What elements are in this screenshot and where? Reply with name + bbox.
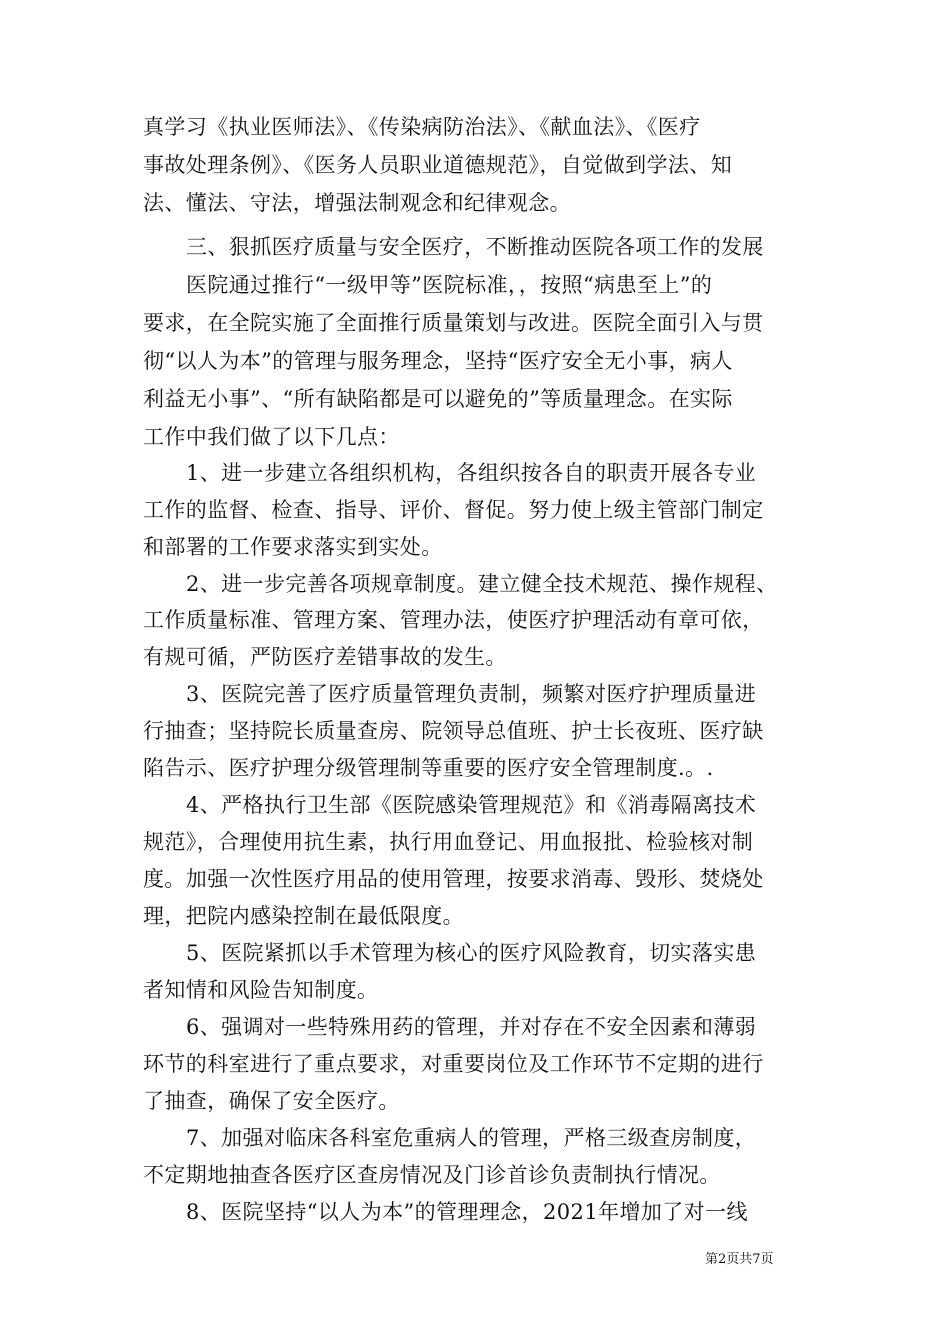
text-line: 彻“以人为本”的管理与服务理念，坚持“医疗安全无小事，病人 xyxy=(143,349,733,373)
text-line: 工作的监督、检查、指导、评价、督促。努力使上级主管部门制定 xyxy=(143,498,764,522)
text-line: 法、懂法、守法，增强法制观念和纪律观念。 xyxy=(143,191,571,215)
text-line: 不定期地抽查各医疗区查房情况及门诊首诊负责制执行情况。 xyxy=(143,1163,721,1187)
text-line: 陷告示、医疗护理分级管理制等重要的医疗安全管理制度.。. xyxy=(143,756,714,780)
list-item: 1、进一步建立各组织机构，各组织按各自的职责开展各专业 xyxy=(186,461,757,485)
text-line: 规范》，合理使用抗生素，执行用血登记、用血报批、检验核对制 xyxy=(143,830,754,854)
list-item: 2、进一步完善各项规章制度。建立健全技术规范、操作规程、 xyxy=(186,572,778,596)
list-item: 8、医院坚持“以人为本”的管理理念，2021年增加了对一线 xyxy=(186,1200,748,1224)
text-line: 度。加强一次性医疗用品的使用管理，按要求消毒、毁形、焚烧处 xyxy=(143,867,764,891)
text-line: 工作质量标准、管理方案、管理办法，使医疗护理活动有章可依， xyxy=(143,608,764,632)
section-heading: 三、狠抓医疗质量与安全医疗，不断推动医院各项工作的发展 xyxy=(186,235,764,259)
list-item: 5、医院紧抓以手术管理为核心的医疗风险教育，切实落实患 xyxy=(186,941,757,965)
text-line: 有规可循，严防医疗差错事故的发生。 xyxy=(143,645,507,669)
list-item: 3、医院完善了医疗质量管理负责制，频繁对医疗护理质量进 xyxy=(186,682,757,706)
list-item: 4、严格执行卫生部《医院感染管理规范》和《消毒隔离技术 xyxy=(186,793,757,817)
text-line: 者知情和风险告知制度。 xyxy=(143,978,379,1002)
text-line: 理，把院内感染控制在最低限度。 xyxy=(143,904,464,928)
page-number: 第2页共7页 xyxy=(705,1252,774,1267)
text-line: 环节的科室进行了重点要求，对重要岗位及工作环节不定期的进行 xyxy=(143,1052,764,1076)
text-line: 真学习《执业医师法》、《传染病防治法》、《献血法》、《医疗 xyxy=(143,115,701,139)
text-line: 了抽查，确保了安全医疗。 xyxy=(143,1089,400,1113)
text-line: 事故处理条例》、《医务人员职业道德规范》，自觉做到学法、知 xyxy=(143,153,733,177)
text-line: 医院通过推行“一级甲等”医院标准，，按照“病患至上”的 xyxy=(186,273,713,297)
text-line: 行抽查；坚持院长质量查房、院领导总值班、护士长夜班、医疗缺 xyxy=(143,719,764,743)
text-line: 要求，在全院实施了全面推行质量策划与改进。医院全面引入与贯 xyxy=(143,311,764,335)
text-line: 和部署的工作要求落实到实处。 xyxy=(143,535,443,559)
list-item: 7、加强对临床各科室危重病人的管理，严格三级查房制度， xyxy=(186,1126,757,1150)
list-item: 6、强调对一些特殊用药的管理，并对存在不安全因素和薄弱 xyxy=(186,1015,757,1039)
text-line: 工作中我们做了以下几点： xyxy=(143,425,400,449)
text-line: 利益无小事”、“所有缺陷都是可以避免的”等质量理念。在实际 xyxy=(143,387,733,411)
